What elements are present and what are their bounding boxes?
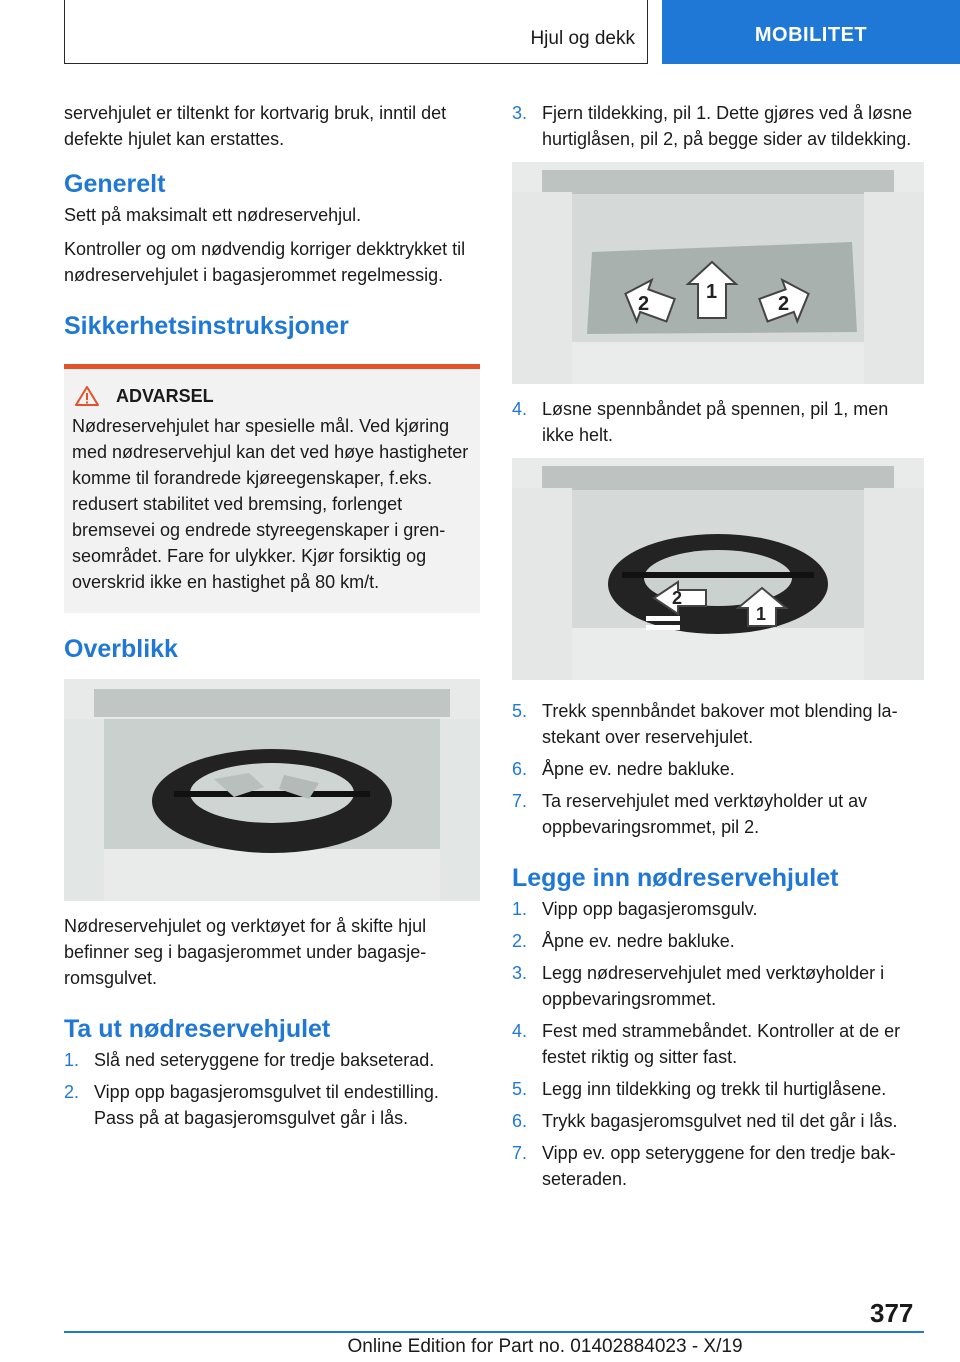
heading-overblikk: Overblikk: [64, 635, 178, 663]
step-text: Vipp opp bagasjeromsgulvet til endestilling. Pass på at bagasjeromsgulvet går i lås.: [94, 1082, 439, 1128]
right-column: [512, 100, 924, 1198]
list-item: [512, 396, 924, 448]
ta-ut-steps: [64, 1047, 480, 1131]
step-text: Trekk spennbåndet bakover mot blending lastekant over reservehjulet.: [542, 701, 898, 747]
step-4-list: [512, 396, 924, 448]
steps-5-7: [512, 698, 924, 840]
intro-text: servehjulet er tiltenkt for kortvarig bruk, inntil det defekte hjulet kan erstattes.: [64, 103, 447, 149]
list-item: [512, 1140, 924, 1192]
list-item: [64, 1079, 480, 1131]
arrow-label: 2: [638, 293, 650, 315]
step-number: 2.: [64, 1082, 80, 1102]
warning-box: [64, 364, 480, 613]
step-number: 3.: [512, 103, 528, 123]
left-column: [64, 100, 480, 1137]
strap-release-photo: [512, 458, 924, 680]
step-text: Åpne ev. nedre bakluke.: [542, 759, 735, 779]
step-number: 3.: [512, 963, 528, 983]
generelt-paragraph-2: Kontroller og om nødvendig korriger dekktrykket til nødreservehjulet i bagasjerommet regelmessig.: [64, 239, 466, 285]
overview-photo: [64, 679, 480, 901]
step-text: Fest med strammebåndet. Kontroller at de er festet riktig og sitter fast.: [542, 1021, 901, 1067]
step-number: 7.: [512, 1143, 528, 1163]
heading-ta-ut: Ta ut nødreservehjulet: [64, 1015, 331, 1043]
heading-sikkerhet: Sikkerhetsinstruksjoner: [64, 312, 349, 340]
heading-legge-inn: Legge inn nødreservehjulet: [512, 864, 839, 892]
step-text: Legg nødreservehjulet med verktøyholder i oppbevaringsrommet.: [542, 963, 885, 1009]
warning-text: Nødreservehjulet har spesielle mål. Ved kjøring med nødreservehjul kan det ved høye hastigheter komme til forandrede kjøreegenskaper, f.eks. redusert stabilitet ved bremsing, forlenget bremsevei og endrede styreegenskaper i grenseområdet. Fare for ulykker. Kjør forsiktig og overskrid ikke en hastighet på 80 km/t.: [72, 416, 469, 592]
list-item: [64, 1047, 480, 1073]
step-text: Ta reservehjulet med verktøyholder ut av oppbevaringsrommet, pil 2.: [542, 791, 868, 837]
list-item: [512, 1018, 924, 1070]
footer-edition: Online Edition for Part no. 01402884023 - X/19: [347, 1336, 743, 1357]
list-item: [512, 100, 924, 152]
step-number: 1.: [512, 899, 528, 919]
warning-title: ADVARSEL: [116, 385, 214, 406]
arrow-label: 2: [778, 293, 790, 315]
step-text: Legg inn tildekking og trekk til hurtiglåsene.: [542, 1079, 887, 1099]
step-text: Vipp opp bagasjeromsgulv.: [542, 899, 758, 919]
step-text: Løsne spennbåndet på spennen, pil 1, men ikke helt.: [542, 399, 889, 445]
chapter-tab[interactable]: MOBILITET: [662, 0, 960, 64]
step-text: Åpne ev. nedre bakluke.: [542, 931, 735, 951]
section-title: Hjul og dekk: [530, 28, 635, 49]
page-number: 377: [870, 1298, 914, 1328]
step-text: Slå ned seteryggene for tredje bakseterad.: [94, 1050, 435, 1070]
list-item: [512, 1108, 924, 1134]
spare-wheel-illustration: [64, 679, 480, 901]
list-item: [512, 896, 924, 922]
cover-arrows-illustration: [512, 162, 924, 384]
list-item: [512, 698, 924, 750]
list-item: [512, 1076, 924, 1102]
step-text: Fjern tildekking, pil 1. Dette gjøres ved å løsne hurtiglåsen, pil 2, på begge sider av tildekking.: [542, 103, 913, 149]
step-text: Vipp ev. opp seteryggene for den tredje bakseteraden.: [542, 1143, 896, 1189]
heading-generelt: Generelt: [64, 170, 166, 198]
warning-triangle-icon: [74, 385, 100, 407]
strap-release-illustration: [512, 458, 924, 680]
step-number: 5.: [512, 1079, 528, 1099]
header-box: [64, 0, 648, 64]
warning-header: [72, 385, 472, 407]
legge-inn-steps: [512, 896, 924, 1192]
list-item: [512, 960, 924, 1012]
step-text: Trykk bagasjeromsgulvet ned til det går i lås.: [542, 1111, 898, 1131]
list-item: [512, 788, 924, 840]
footer-divider: [64, 1331, 924, 1333]
step-3-list: [512, 100, 924, 152]
list-item: [512, 928, 924, 954]
generelt-paragraph-1: Sett på maksimalt ett nødreservehjul.: [64, 205, 362, 225]
step-number: 7.: [512, 791, 528, 811]
step-number: 6.: [512, 1111, 528, 1131]
list-item: [512, 756, 924, 782]
arrow-label: 2: [672, 588, 683, 608]
arrow-label: 1: [706, 281, 718, 303]
step-number: 5.: [512, 701, 528, 721]
step-number: 1.: [64, 1050, 80, 1070]
arrow-label: 1: [756, 604, 767, 624]
step-number: 4.: [512, 399, 528, 419]
step-number: 4.: [512, 1021, 528, 1041]
step-number: 2.: [512, 931, 528, 951]
overblikk-paragraph: Nødreservehjulet og verktøyet for å skifte hjul befinner seg i bagasjerommet under bagasjeromsgulvet.: [64, 916, 427, 988]
step-number: 6.: [512, 759, 528, 779]
cover-removal-photo: [512, 162, 924, 384]
